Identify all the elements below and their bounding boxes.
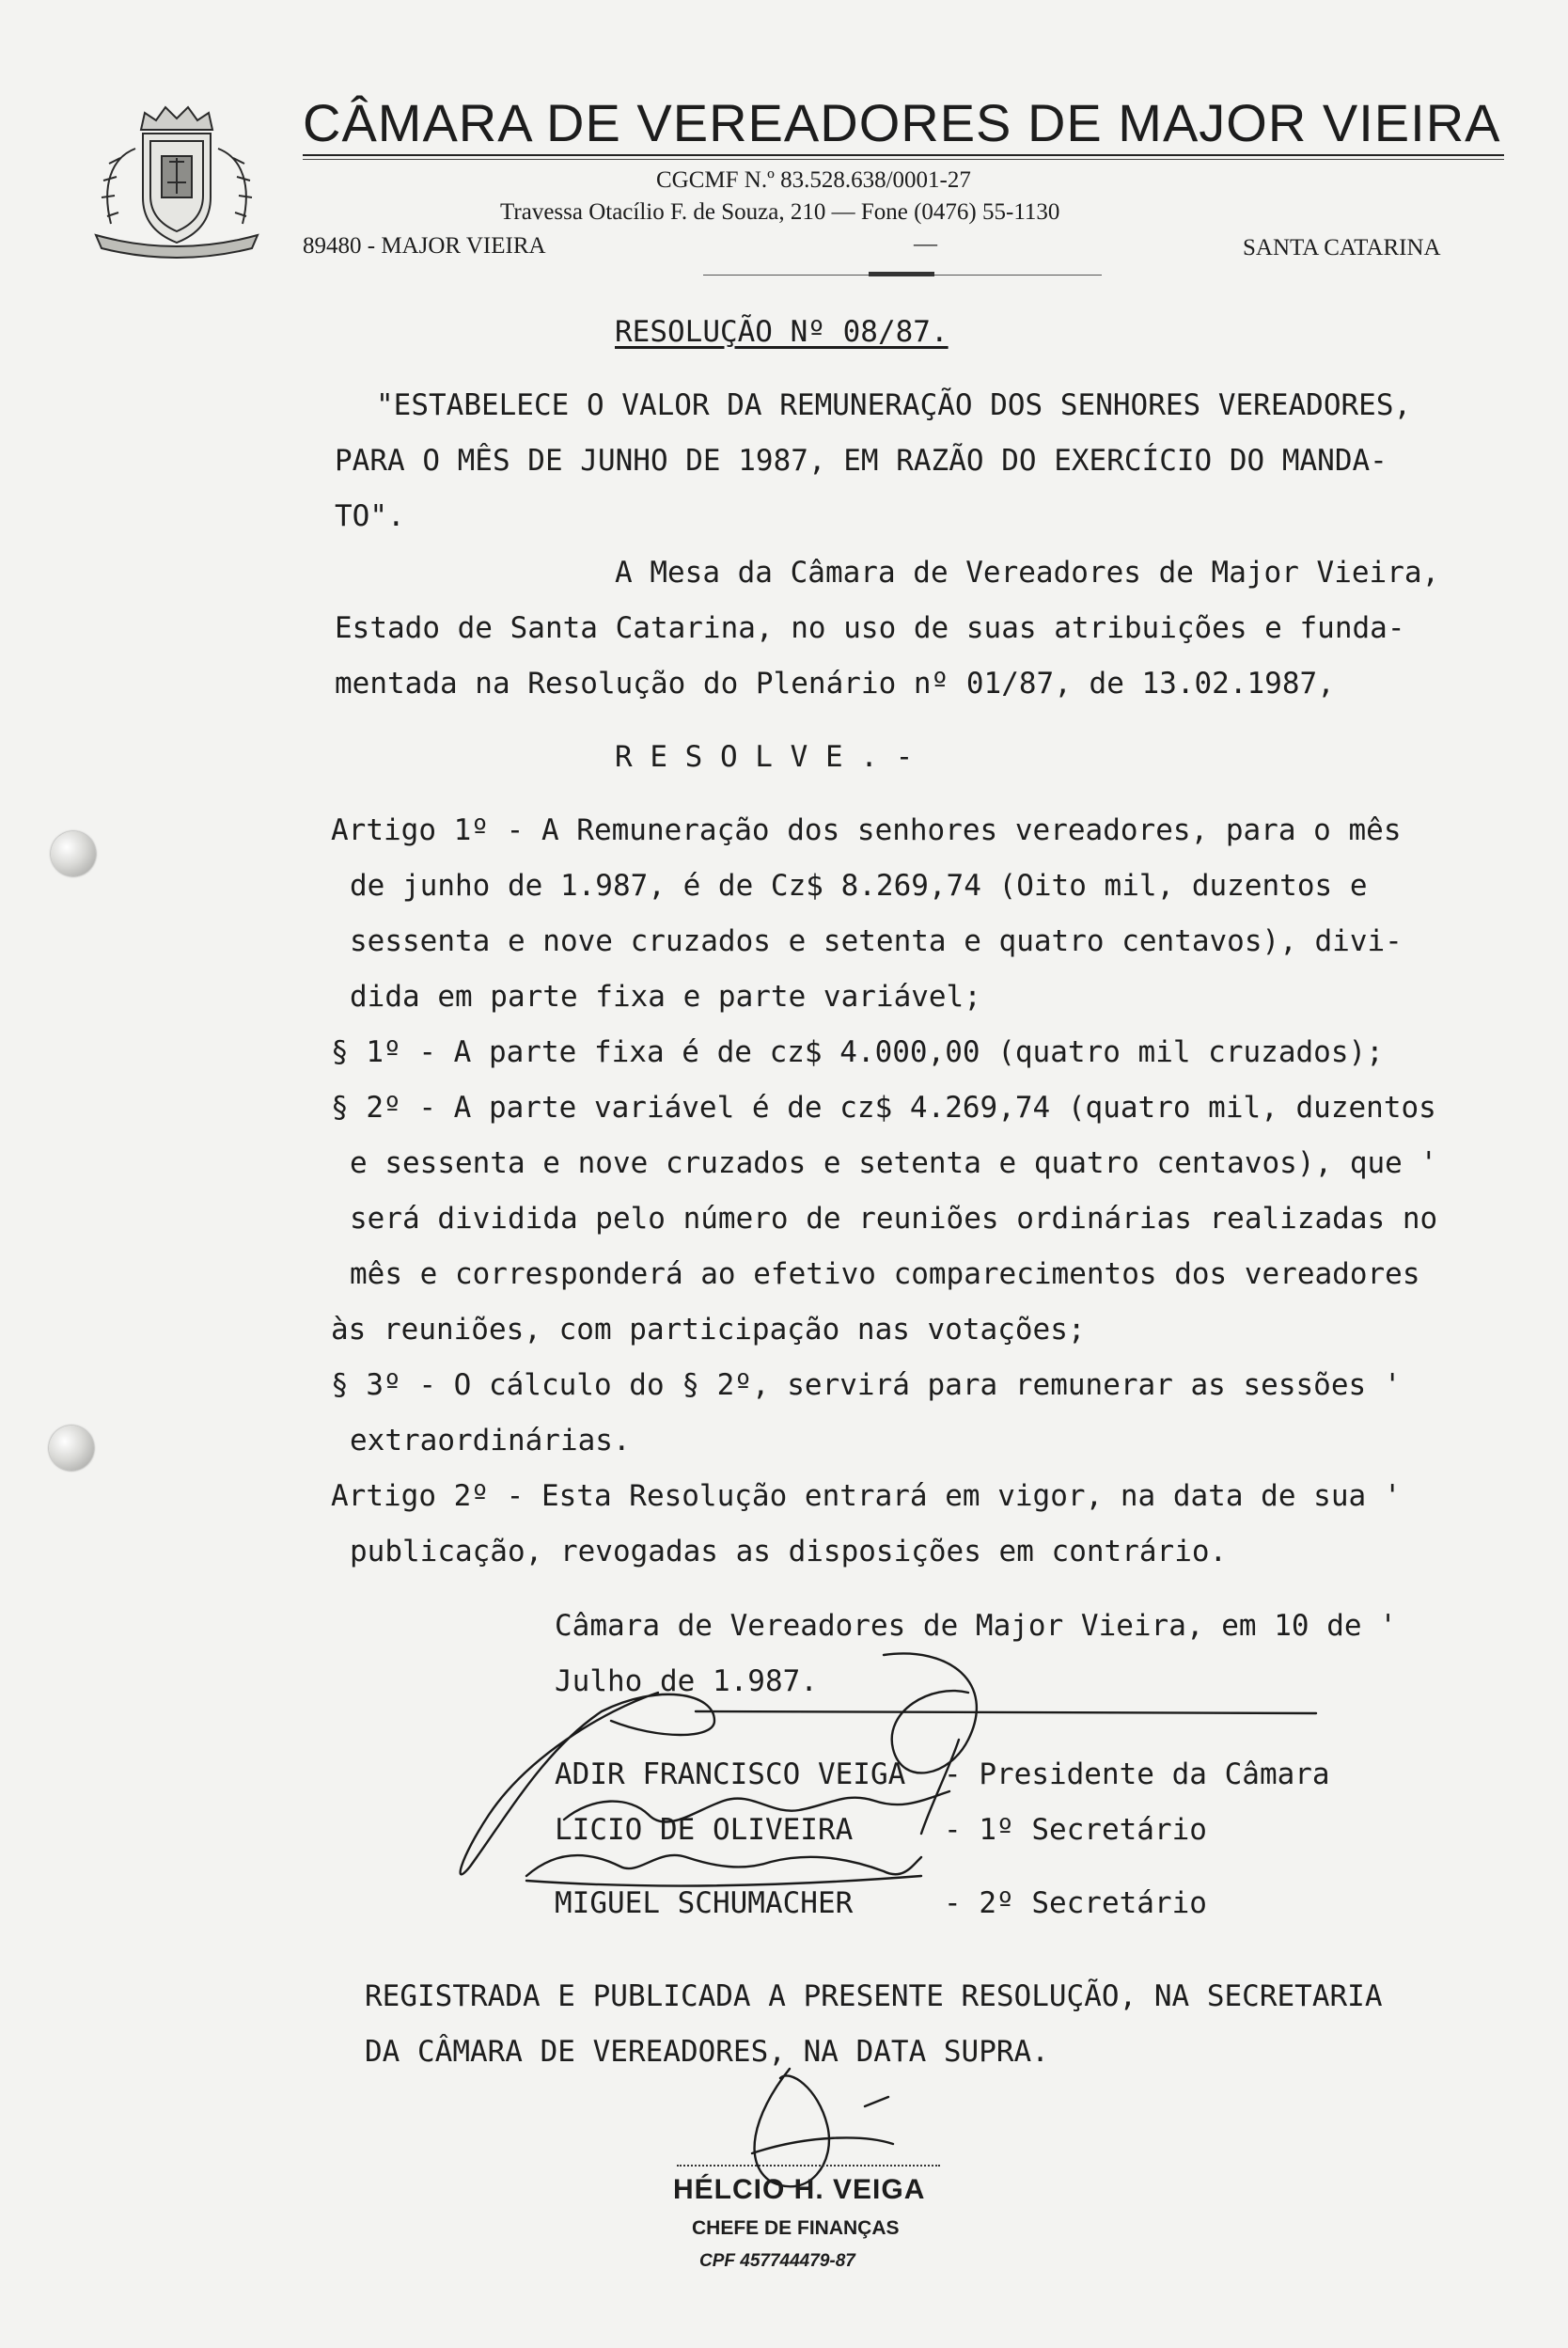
letterhead-rule	[303, 154, 1504, 156]
article-1-line: de junho de 1.987, é de Cz$ 8.269,74 (Oito mil, duzentos e	[350, 869, 1368, 903]
preamble-line: Estado de Santa Catarina, no uso de suas atribuições e funda-	[335, 611, 1405, 645]
punch-hole	[51, 831, 96, 876]
paragraph-2-line: e sessenta e nove cruzados e setenta e quatro centavos), que '	[350, 1146, 1438, 1180]
place-date-line: Julho de 1.987.	[555, 1664, 818, 1698]
letterhead-separator-mark	[869, 272, 934, 276]
paragraph-2-line: será dividida pelo número de reuniões ordinárias realizadas no	[350, 1202, 1438, 1236]
letterhead-zip-city: 89480 - MAJOR VIEIRA	[303, 233, 546, 259]
signature-president	[884, 1653, 977, 1773]
registration-line: DA CÂMARA DE VEREADORES, NA DATA SUPRA.	[365, 2035, 1049, 2069]
signatory-role: - 2º Secretário	[944, 1886, 1207, 1920]
resolution-summary-line: TO".	[335, 499, 405, 533]
coat-of-arms-emblem	[83, 92, 271, 261]
stamp-role: CHEFE DE FINANÇAS	[692, 2217, 900, 2239]
preamble-line: mentada na Resolução do Plenário nº 01/87, de 13.02.1987,	[335, 667, 1335, 701]
article-1-line: dida em parte fixa e parte variável;	[350, 980, 981, 1014]
place-date-line: Câmara de Vereadores de Major Vieira, em 10 de '	[555, 1609, 1397, 1643]
signature-finance-chief	[865, 2097, 888, 2106]
paragraph-3-line: extraordinárias.	[350, 1424, 631, 1458]
paragraph-2-line: § 2º - A parte variável é de cz$ 4.269,74 (quatro mil, duzentos	[331, 1091, 1436, 1125]
resolution-number: RESOLUÇÃO Nº 08/87.	[615, 315, 949, 349]
signature-president	[696, 1711, 1316, 1713]
paragraph-3-line: § 3º - O cálculo do § 2º, servirá para remunerar as sessões '	[331, 1368, 1402, 1402]
paragraph-1: § 1º - A parte fixa é de cz$ 4.000,00 (quatro mil cruzados);	[331, 1035, 1384, 1069]
signatory-name: ADIR FRANCISCO VEIGA	[555, 1757, 906, 1791]
signatory-role: - Presidente da Câmara	[944, 1757, 1330, 1791]
signature-finance-chief	[752, 2137, 893, 2153]
letterhead-address: Travessa Otacílio F. de Souza, 210 — Fone (0476) 55-1130	[500, 199, 1060, 225]
signature-secretary-2	[526, 1855, 921, 1876]
letterhead-cgc: CGCMF N.º 83.528.638/0001-27	[656, 167, 971, 193]
resolution-summary-line: "ESTABELECE O VALOR DA REMUNERAÇÃO DOS SENHORES VEREADORES,	[376, 388, 1412, 422]
resolve-heading: R E S O L V E . -	[615, 740, 914, 774]
letterhead-title: CÂMARA DE VEREADORES DE MAJOR VIEIRA	[303, 93, 1501, 152]
stamp-rule	[677, 2165, 940, 2167]
letterhead-state: SANTA CATARINA	[1243, 235, 1441, 260]
article-2-line: publicação, revogadas as disposições em contrário.	[350, 1535, 1228, 1568]
signatory-name: LICIO DE OLIVEIRA	[555, 1813, 854, 1847]
signature-finance-chief	[755, 2069, 829, 2186]
signatory-role: - 1º Secretário	[944, 1813, 1207, 1847]
paragraph-2-line: às reuniões, com participação nas votações;	[331, 1313, 1086, 1347]
registration-line: REGISTRADA E PUBLICADA A PRESENTE RESOLUÇÃO, NA SECRETARIA	[365, 1979, 1383, 2013]
stamp-cpf: CPF 457744479-87	[699, 2251, 855, 2271]
paragraph-2-line: mês e corresponderá ao efetivo comparecimentos dos vereadores	[350, 1257, 1420, 1291]
letterhead-dash: —	[914, 231, 937, 257]
letterhead-rule-thin	[303, 159, 1504, 160]
article-1-line: Artigo 1º - A Remuneração dos senhores vereadores, para o mês	[331, 813, 1402, 847]
stamp-name: HÉLCIO H. VEIGA	[673, 2174, 926, 2205]
article-2-line: Artigo 2º - Esta Resolução entrará em vigor, na data de sua '	[331, 1479, 1402, 1513]
signatory-name: MIGUEL SCHUMACHER	[555, 1886, 854, 1920]
resolution-summary-line: PARA O MÊS DE JUNHO DE 1987, EM RAZÃO DO EXERCÍCIO DO MANDA-	[335, 444, 1388, 478]
preamble-line: A Mesa da Câmara de Vereadores de Major Vieira,	[615, 556, 1440, 590]
punch-hole	[49, 1426, 94, 1471]
article-1-line: sessenta e nove cruzados e setenta e quatro centavos), divi-	[350, 924, 1403, 958]
signature-secretary-2	[526, 1876, 921, 1885]
